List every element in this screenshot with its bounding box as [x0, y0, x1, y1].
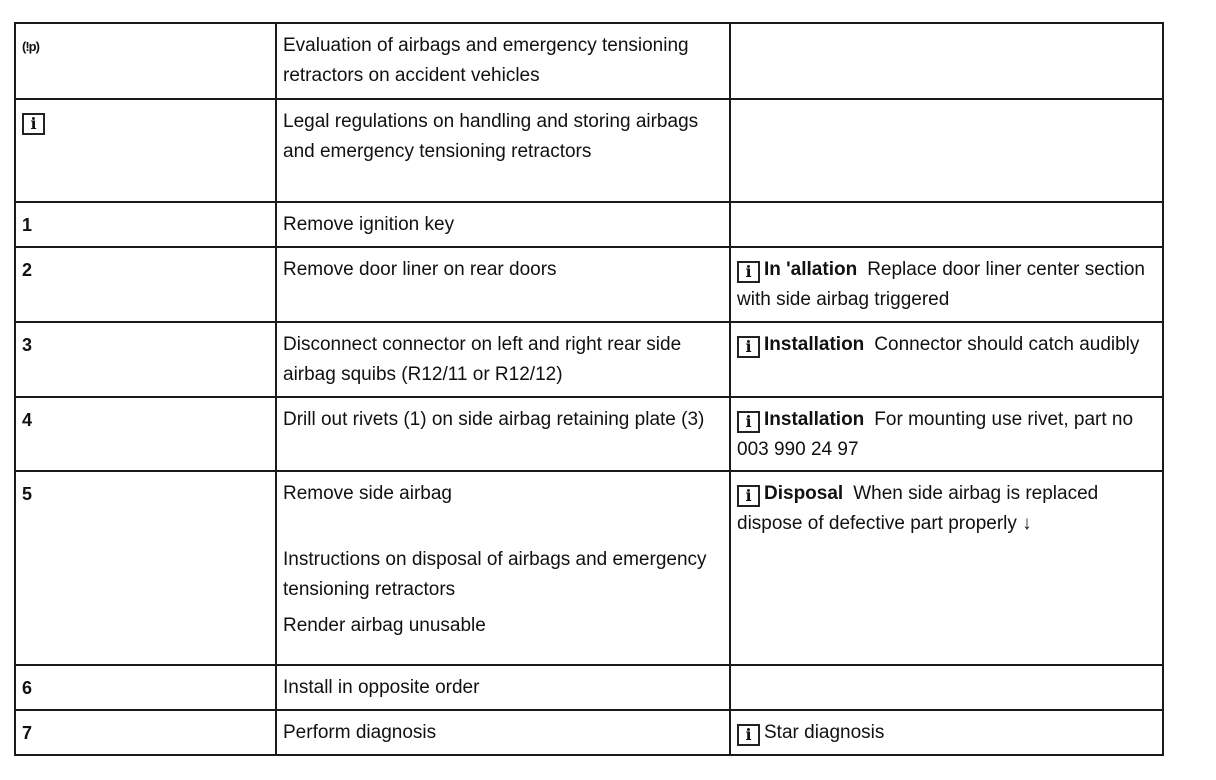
spacer — [283, 509, 725, 545]
note-label: In 'allation — [764, 259, 858, 280]
table-row — [15, 665, 1163, 710]
note-text: For mounting use rivet, part no 003 990 24 97 — [737, 409, 1134, 460]
step-number: 1 — [22, 215, 33, 235]
note-cell — [730, 471, 1163, 665]
action-cell — [276, 247, 730, 322]
step-action: Drill out rivets (1) on side airbag retaining plate (3) — [283, 409, 705, 430]
info-icon[interactable]: i — [737, 336, 760, 358]
step-number-cell — [15, 665, 276, 710]
action-cell — [276, 202, 730, 247]
procedure-table — [14, 22, 1164, 756]
render-unusable-link[interactable]: Render airbag unusable — [283, 615, 486, 636]
note-cell — [730, 202, 1163, 247]
row-marker-cell — [15, 99, 276, 202]
action-cell — [276, 710, 730, 755]
step-action: Remove door liner on rear doors — [283, 259, 557, 280]
table-row — [15, 23, 1163, 99]
step-action: Remove side airbag — [283, 483, 452, 504]
note-label: Installation — [764, 409, 865, 430]
action-cell — [276, 322, 730, 397]
table-row — [15, 202, 1163, 247]
step-number-cell — [15, 471, 276, 665]
corner-mark: (!p) — [22, 39, 39, 54]
step-number-cell — [15, 397, 276, 471]
note-label: Installation — [764, 334, 865, 355]
step-number-cell — [15, 322, 276, 397]
action-cell — [276, 471, 730, 665]
step-number: 6 — [22, 678, 33, 698]
step-number: 7 — [22, 723, 33, 743]
info-icon[interactable]: i — [737, 485, 760, 507]
disposal-instructions-link[interactable]: Instructions on disposal of airbags and emergency tensioning retractors — [283, 549, 707, 600]
table-row — [15, 710, 1163, 755]
table-row — [15, 322, 1163, 397]
note-cell — [730, 99, 1163, 202]
step-number-cell — [15, 247, 276, 322]
step-number: 3 — [22, 335, 33, 355]
step-action: Remove ignition key — [283, 214, 455, 235]
evaluation-link[interactable]: Evaluation of airbags and emergency tensioning retractors on accident vehicles — [283, 35, 689, 86]
table-row — [15, 99, 1163, 202]
action-cell — [276, 397, 730, 471]
legal-regulations-link[interactable]: Legal regulations on handling and storing airbags and emergency tensioning retractors — [283, 111, 699, 162]
note-cell — [730, 397, 1163, 471]
action-cell — [276, 99, 730, 202]
step-action: Install in opposite order — [283, 677, 480, 698]
note-cell — [730, 322, 1163, 397]
row-marker-cell — [15, 23, 276, 99]
step-action: Perform diagnosis — [283, 722, 437, 743]
info-icon[interactable]: i — [737, 411, 760, 433]
info-icon[interactable]: i — [737, 724, 760, 746]
table-row — [15, 471, 1163, 665]
note-label: Disposal — [764, 483, 844, 504]
note-text: Replace door liner center section with side airbag triggered — [737, 259, 1145, 310]
note-cell — [730, 665, 1163, 710]
step-number-cell — [15, 710, 276, 755]
action-cell — [276, 665, 730, 710]
action-cell — [276, 23, 730, 99]
note-cell — [730, 247, 1163, 322]
step-number: 2 — [22, 260, 33, 280]
step-number: 5 — [22, 484, 33, 504]
note-text: When side airbag is replaced dispose of defective part properly ↓ — [737, 483, 1099, 534]
table-row — [15, 247, 1163, 322]
note-cell — [730, 23, 1163, 99]
note-text: Connector should catch audibly — [874, 334, 1140, 355]
info-icon: i — [22, 113, 45, 135]
note-cell — [730, 710, 1163, 755]
info-icon[interactable]: i — [737, 261, 760, 283]
step-number-cell — [15, 202, 276, 247]
step-number: 4 — [22, 410, 33, 430]
star-diagnosis-link[interactable]: Star diagnosis — [764, 722, 885, 743]
step-action: Disconnect connector on left and right rear side airbag squibs (R12/11 or R12/12) — [283, 334, 682, 385]
table-row — [15, 397, 1163, 471]
